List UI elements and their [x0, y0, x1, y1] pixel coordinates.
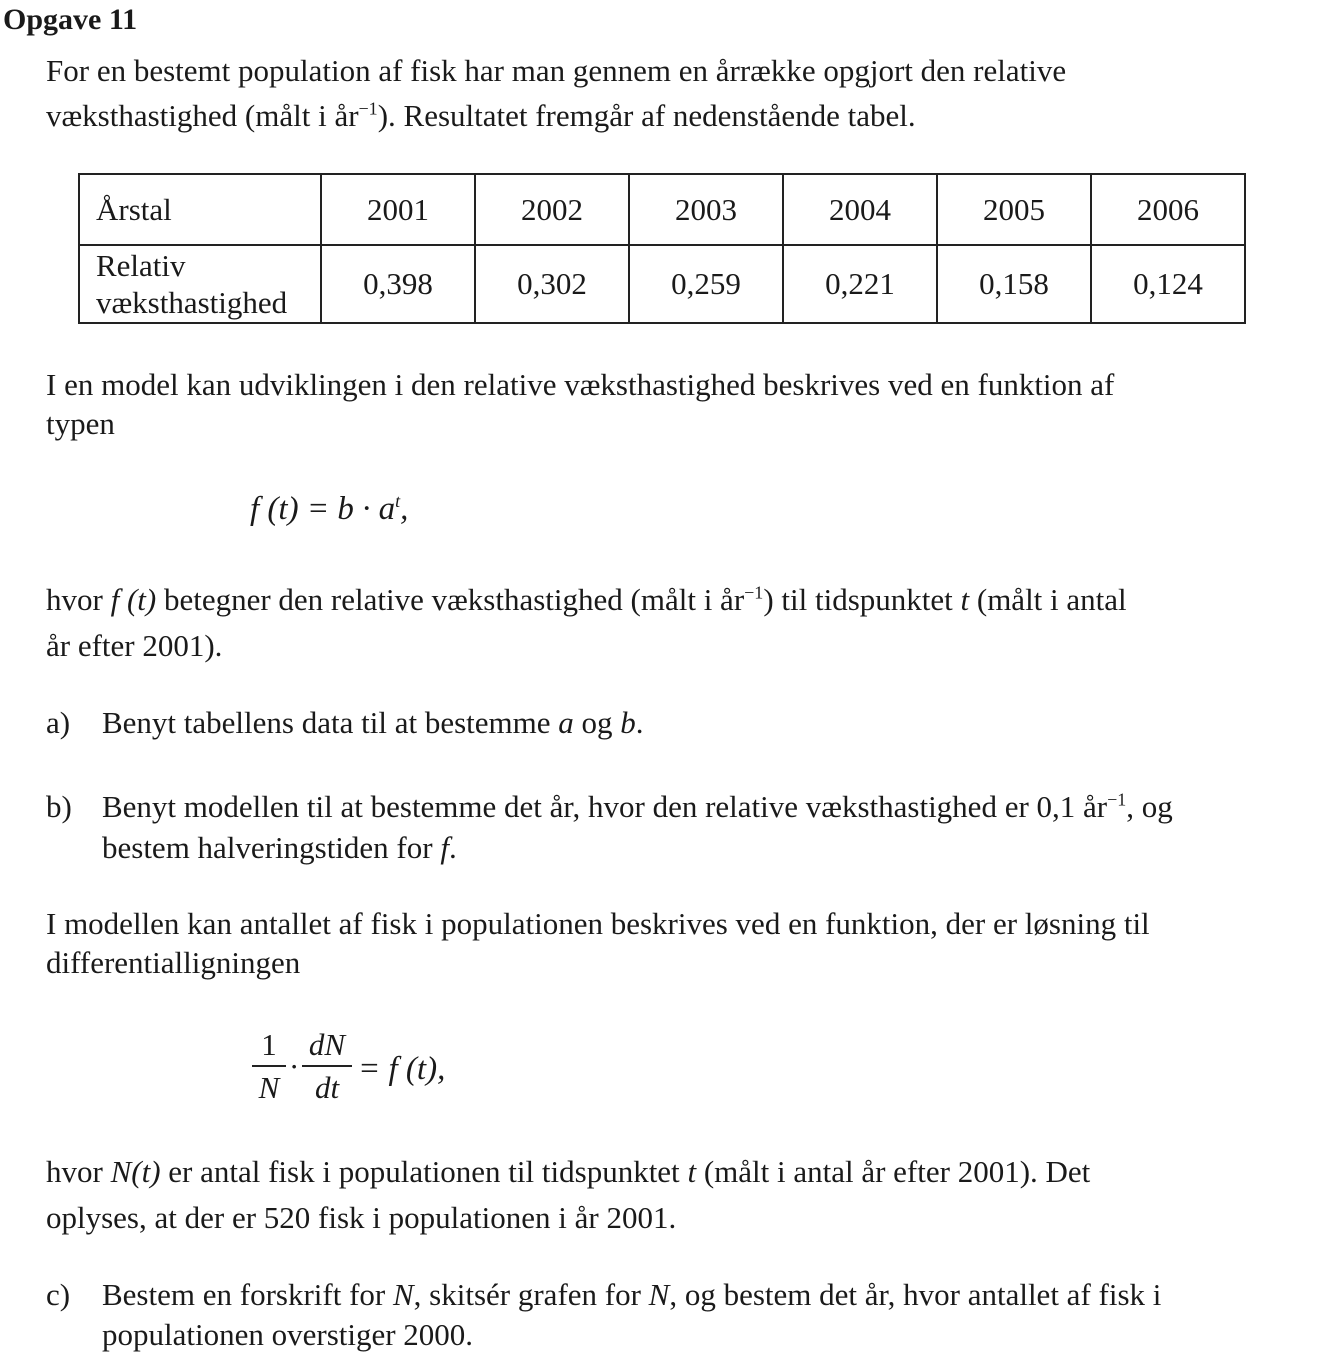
question-a-label: a) — [46, 705, 71, 740]
rate-cell: 0,158 — [937, 245, 1091, 323]
question-c-line-2: populationen overstiger 2000. — [102, 1317, 474, 1352]
hvor2-line-2: oplyses, at der er 520 fisk i populationen i år 2001. — [46, 1200, 677, 1235]
year-cell: 2002 — [475, 174, 629, 245]
year-cell: 2006 — [1091, 174, 1245, 245]
intro-line-2: væksthastighed (målt i $år^{-1}$). Resultatet fremgår af nedenstående tabel. — [46, 98, 916, 133]
rate-cell: 0,259 — [629, 245, 783, 323]
year-cell: 2005 — [937, 174, 1091, 245]
rate-header: Relativ væksthastighed — [79, 245, 321, 323]
question-c-line-1: Bestem en forskrift for N, skitsér grafen for N, og bestem det år, hvor antallet af fisk i — [102, 1277, 1162, 1312]
rate-cell: 0,221 — [783, 245, 937, 323]
model-formula: f $(t) = b \cdot a^t$, — [250, 491, 409, 527]
model-line-1: I en model kan udviklingen i den relative væksthastighed beskrives ved en funktion af — [46, 367, 1115, 402]
question-a-text: Benyt tabellens data til at bestemme a og b. — [102, 705, 644, 740]
table-row-years — [79, 174, 1245, 245]
hvor-line-1: hvor f (t) betegner den relative væksthastighed (målt i $år^{-1}$) til tidspunktet t (målt i antal — [46, 582, 1127, 617]
question-b-line-1: Benyt modellen til at bestemme det år, hvor den relative væksthastighed er 0,1 $år^{-1}$, og — [102, 789, 1173, 824]
question-b-line-2: bestem halveringstiden for f. — [102, 830, 457, 865]
year-cell: 2004 — [783, 174, 937, 245]
dgl-line-2: differentialligningen — [46, 945, 301, 980]
multiplication-dot: · — [289, 1049, 300, 1084]
rate-cell: 0,398 — [321, 245, 475, 323]
data-table — [78, 173, 1246, 324]
rate-cell: 0,302 — [475, 245, 629, 323]
question-b-label: b) — [46, 789, 72, 824]
hvor-line-2: år efter 2001). — [46, 628, 223, 663]
table-row-rates — [79, 245, 1245, 323]
dgl-line-1: I modellen kan antallet af fisk i populationen beskrives ved en funktion, der er løsning til — [46, 906, 1150, 941]
intro-line-1: For en bestemt population af fisk har man gennem en årrække opgjort den relative — [46, 53, 1067, 88]
year-cell: 2001 — [321, 174, 475, 245]
hvor2-line-1: hvor N(t) er antal fisk i populationen til tidspunktet t (målt i antal år efter 2001). Det — [46, 1154, 1091, 1189]
year-cell: 2003 — [629, 174, 783, 245]
fraction-dn-dt: dN dt — [302, 1026, 352, 1106]
fraction-one-over-n: 1 N — [252, 1026, 286, 1106]
exercise-title: Opgave 11 — [3, 3, 138, 36]
rate-cell: 0,124 — [1091, 245, 1245, 323]
model-line-2: typen — [46, 406, 115, 441]
question-c-label: c) — [46, 1277, 71, 1312]
year-header: Årstal — [79, 174, 321, 245]
dgl-rhs: = f (t), — [358, 1051, 446, 1087]
